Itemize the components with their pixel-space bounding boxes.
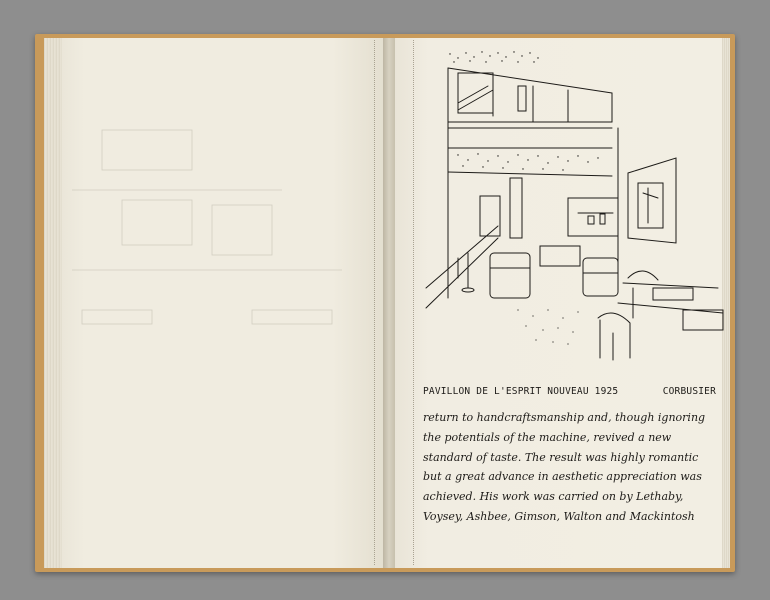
handwritten-line: the potentials of the machine, revived a new [423, 430, 672, 444]
left-page-edges [44, 38, 62, 568]
handwritten-line: standard of taste. The result was highly romantic [423, 450, 699, 464]
sketch-caption [423, 386, 718, 402]
handwritten-line: achieved. His work was carried on by Lethaby, [423, 490, 684, 504]
perforation-line-left [374, 40, 375, 565]
book-gutter [383, 38, 395, 568]
perforation-line-right [413, 40, 414, 565]
interior-sketch [418, 48, 728, 363]
handwritten-line: but a great advance in aesthetic appreciation was [423, 470, 702, 484]
caption-title: PAVILLON DE L'ESPRIT NOUVEAU 1925 [423, 386, 619, 397]
caption-author: CORBUSIER [662, 386, 716, 397]
handwritten-line: Voysey, Ashbee, Gimson, Walton and Mackintosh [423, 509, 695, 523]
bleed-through-sketch [62, 120, 362, 350]
handwritten-notes [423, 408, 723, 527]
handwritten-line: return to handcraftsmanship and, though ignoring [423, 411, 706, 424]
